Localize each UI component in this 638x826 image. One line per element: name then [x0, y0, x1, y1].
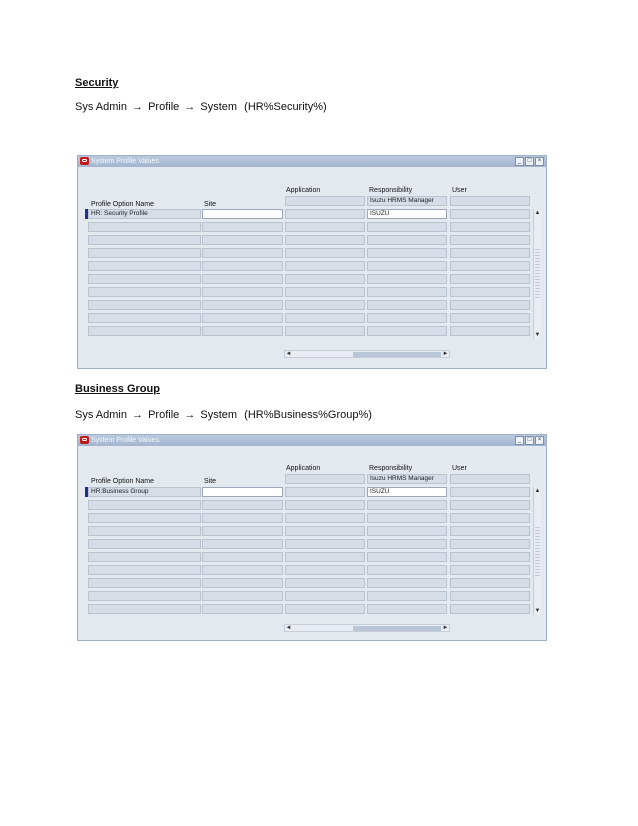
application-value-cell[interactable]	[285, 261, 365, 271]
application-value-cell[interactable]	[285, 526, 365, 536]
application-value-cell[interactable]	[285, 274, 365, 284]
application-value-cell[interactable]	[285, 248, 365, 258]
site-value-cell[interactable]	[202, 222, 283, 232]
application-value-cell[interactable]	[285, 539, 365, 549]
profile-option-cell[interactable]	[88, 300, 201, 310]
responsibility-value-cell[interactable]	[367, 604, 447, 614]
profile-option-cell[interactable]	[88, 261, 201, 271]
responsibility-value-cell[interactable]	[367, 248, 447, 258]
profile-option-cell[interactable]	[88, 539, 201, 549]
profile-option-cell[interactable]: HR: Security Profile	[88, 209, 201, 219]
responsibility-value-cell[interactable]	[367, 552, 447, 562]
application-level-field[interactable]	[285, 196, 365, 206]
vertical-scrollbar[interactable]	[533, 487, 541, 615]
responsibility-value-cell[interactable]	[367, 274, 447, 284]
site-value-cell[interactable]	[202, 500, 283, 510]
navigation-path-security	[75, 101, 327, 113]
profile-values-window-business-group	[77, 434, 547, 641]
profile-option-cell[interactable]: HR:Business Group	[88, 487, 201, 497]
site-value-cell[interactable]	[202, 526, 283, 536]
nav-query: (HR%Security%)	[244, 101, 327, 113]
site-value-cell[interactable]	[202, 209, 283, 219]
column-header-site: Site	[204, 478, 217, 485]
application-value-cell[interactable]	[285, 578, 365, 588]
responsibility-value-cell[interactable]	[367, 526, 447, 536]
responsibility-value-cell[interactable]: ISUZU	[367, 209, 447, 219]
navigation-path-business-group	[75, 409, 372, 421]
user-value-cell[interactable]	[450, 500, 530, 510]
responsibility-value-cell[interactable]	[367, 591, 447, 601]
responsibility-level-field[interactable]: Isuzu HRMS Manager	[367, 196, 447, 206]
nav-step: Profile	[148, 409, 180, 421]
profile-option-cell[interactable]	[88, 500, 201, 510]
responsibility-value-cell[interactable]	[367, 326, 447, 336]
nav-step: System	[200, 101, 238, 113]
application-value-cell[interactable]	[285, 604, 365, 614]
user-value-cell[interactable]	[450, 513, 530, 523]
responsibility-value-cell[interactable]	[367, 261, 447, 271]
application-value-cell[interactable]	[285, 235, 365, 245]
profile-option-cell[interactable]	[88, 591, 201, 601]
column-header-responsibility: Responsibility	[369, 187, 413, 194]
column-header-responsibility: Responsibility	[369, 465, 413, 472]
user-value-cell[interactable]	[450, 313, 530, 323]
responsibility-value-cell[interactable]	[367, 222, 447, 232]
minimize-icon[interactable]: _	[515, 436, 524, 445]
application-value-cell[interactable]	[285, 500, 365, 510]
scroll-thumb[interactable]	[353, 352, 441, 357]
profile-option-cell[interactable]	[88, 526, 201, 536]
window-titlebar	[78, 435, 546, 446]
column-header-application: Application	[286, 187, 321, 194]
responsibility-value-cell[interactable]	[367, 300, 447, 310]
user-value-cell[interactable]	[450, 539, 530, 549]
profile-values-window-security	[77, 155, 547, 369]
profile-option-cell[interactable]	[88, 235, 201, 245]
responsibility-value-cell[interactable]	[367, 513, 447, 523]
nav-step: Profile	[148, 101, 180, 113]
site-value-cell[interactable]	[202, 274, 283, 284]
oracle-app-icon	[80, 157, 89, 165]
arrow-icon: →	[132, 101, 144, 113]
minimize-icon[interactable]: _	[515, 157, 524, 166]
close-icon[interactable]: ×	[535, 157, 544, 166]
profile-option-cell[interactable]	[88, 326, 201, 336]
maximize-icon[interactable]: □	[525, 436, 534, 445]
user-value-cell[interactable]	[450, 604, 530, 614]
scroll-thumb[interactable]	[353, 626, 441, 631]
scroll-up-icon[interactable]: ▲	[534, 488, 541, 494]
vertical-scrollbar[interactable]	[533, 209, 541, 339]
user-value-cell[interactable]	[450, 287, 530, 297]
user-value-cell[interactable]	[450, 578, 530, 588]
application-value-cell[interactable]	[285, 487, 365, 497]
nav-step: System	[200, 409, 238, 421]
site-value-cell[interactable]	[202, 487, 283, 497]
scroll-grip[interactable]	[535, 249, 540, 299]
column-header-site: Site	[204, 201, 217, 208]
scroll-left-icon[interactable]: ◄	[285, 625, 292, 631]
section-heading-business-group: Business Group	[75, 383, 160, 395]
application-value-cell[interactable]	[285, 591, 365, 601]
application-value-cell[interactable]	[285, 313, 365, 323]
user-value-cell[interactable]	[450, 565, 530, 575]
responsibility-level-field[interactable]: Isuzu HRMS Manager	[367, 474, 447, 484]
profile-option-cell[interactable]	[88, 287, 201, 297]
application-value-cell[interactable]	[285, 222, 365, 232]
user-value-cell[interactable]	[450, 552, 530, 562]
responsibility-value-cell[interactable]	[367, 313, 447, 323]
user-level-field[interactable]	[450, 196, 530, 206]
column-header-profile-option: Profile Option Name	[91, 201, 155, 208]
scroll-grip[interactable]	[535, 527, 540, 577]
horizontal-scrollbar[interactable]	[284, 624, 450, 632]
user-value-cell[interactable]	[450, 591, 530, 601]
nav-step: Sys Admin	[75, 101, 127, 113]
window-title: System Profile Values	[91, 437, 159, 444]
site-value-cell[interactable]	[202, 261, 283, 271]
column-header-user: User	[452, 465, 467, 472]
application-value-cell[interactable]	[285, 300, 365, 310]
user-value-cell[interactable]	[450, 235, 530, 245]
profile-option-cell[interactable]	[88, 578, 201, 588]
scroll-down-icon[interactable]: ▼	[534, 608, 541, 614]
profile-option-cell[interactable]	[88, 274, 201, 284]
profile-option-cell[interactable]	[88, 313, 201, 323]
user-level-field[interactable]	[450, 474, 530, 484]
user-value-cell[interactable]	[450, 326, 530, 336]
site-value-cell[interactable]	[202, 539, 283, 549]
site-value-cell[interactable]	[202, 578, 283, 588]
site-value-cell[interactable]	[202, 565, 283, 575]
user-value-cell[interactable]	[450, 487, 530, 497]
window-titlebar	[78, 156, 546, 167]
oracle-app-icon	[80, 436, 89, 444]
site-value-cell[interactable]	[202, 287, 283, 297]
scroll-right-icon[interactable]: ►	[442, 351, 449, 357]
responsibility-value-cell[interactable]	[367, 235, 447, 245]
arrow-icon: →	[132, 409, 144, 421]
user-value-cell[interactable]	[450, 274, 530, 284]
application-value-cell[interactable]	[285, 287, 365, 297]
horizontal-scrollbar[interactable]	[284, 350, 450, 358]
responsibility-value-cell[interactable]	[367, 500, 447, 510]
application-value-cell[interactable]	[285, 565, 365, 575]
responsibility-value-cell[interactable]	[367, 565, 447, 575]
scroll-right-icon[interactable]: ►	[442, 625, 449, 631]
user-value-cell[interactable]	[450, 222, 530, 232]
profile-values-pane	[78, 446, 546, 640]
user-value-cell[interactable]	[450, 209, 530, 219]
profile-option-cell[interactable]	[88, 513, 201, 523]
user-value-cell[interactable]	[450, 261, 530, 271]
profile-option-cell[interactable]	[88, 248, 201, 258]
application-value-cell[interactable]	[285, 326, 365, 336]
responsibility-value-cell[interactable]	[367, 287, 447, 297]
maximize-icon[interactable]: □	[525, 157, 534, 166]
site-value-cell[interactable]	[202, 313, 283, 323]
profile-option-cell[interactable]	[88, 565, 201, 575]
column-header-user: User	[452, 187, 467, 194]
arrow-icon: →	[184, 409, 196, 421]
site-value-cell[interactable]	[202, 235, 283, 245]
site-value-cell[interactable]	[202, 513, 283, 523]
responsibility-value-cell[interactable]	[367, 539, 447, 549]
column-header-application: Application	[286, 465, 321, 472]
column-header-profile-option: Profile Option Name	[91, 478, 155, 485]
site-value-cell[interactable]	[202, 604, 283, 614]
application-value-cell[interactable]	[285, 513, 365, 523]
profile-option-cell[interactable]	[88, 222, 201, 232]
arrow-icon: →	[184, 101, 196, 113]
application-value-cell[interactable]	[285, 552, 365, 562]
profile-option-cell[interactable]	[88, 604, 201, 614]
user-value-cell[interactable]	[450, 526, 530, 536]
section-heading-security: Security	[75, 77, 119, 89]
profile-option-cell[interactable]	[88, 552, 201, 562]
user-value-cell[interactable]	[450, 248, 530, 258]
scroll-left-icon[interactable]: ◄	[285, 351, 292, 357]
nav-step: Sys Admin	[75, 409, 127, 421]
window-title: System Profile Values	[91, 158, 159, 165]
close-icon[interactable]: ×	[535, 436, 544, 445]
site-value-cell[interactable]	[202, 326, 283, 336]
site-value-cell[interactable]	[202, 591, 283, 601]
profile-values-pane	[78, 167, 546, 368]
site-value-cell[interactable]	[202, 300, 283, 310]
nav-query: (HR%Business%Group%)	[244, 409, 372, 421]
application-level-field[interactable]	[285, 474, 365, 484]
user-value-cell[interactable]	[450, 300, 530, 310]
application-value-cell[interactable]	[285, 209, 365, 219]
site-value-cell[interactable]	[202, 248, 283, 258]
responsibility-value-cell[interactable]	[367, 578, 447, 588]
scroll-down-icon[interactable]: ▼	[534, 332, 541, 338]
responsibility-value-cell[interactable]: ISUZU	[367, 487, 447, 497]
scroll-up-icon[interactable]: ▲	[534, 210, 541, 216]
site-value-cell[interactable]	[202, 552, 283, 562]
